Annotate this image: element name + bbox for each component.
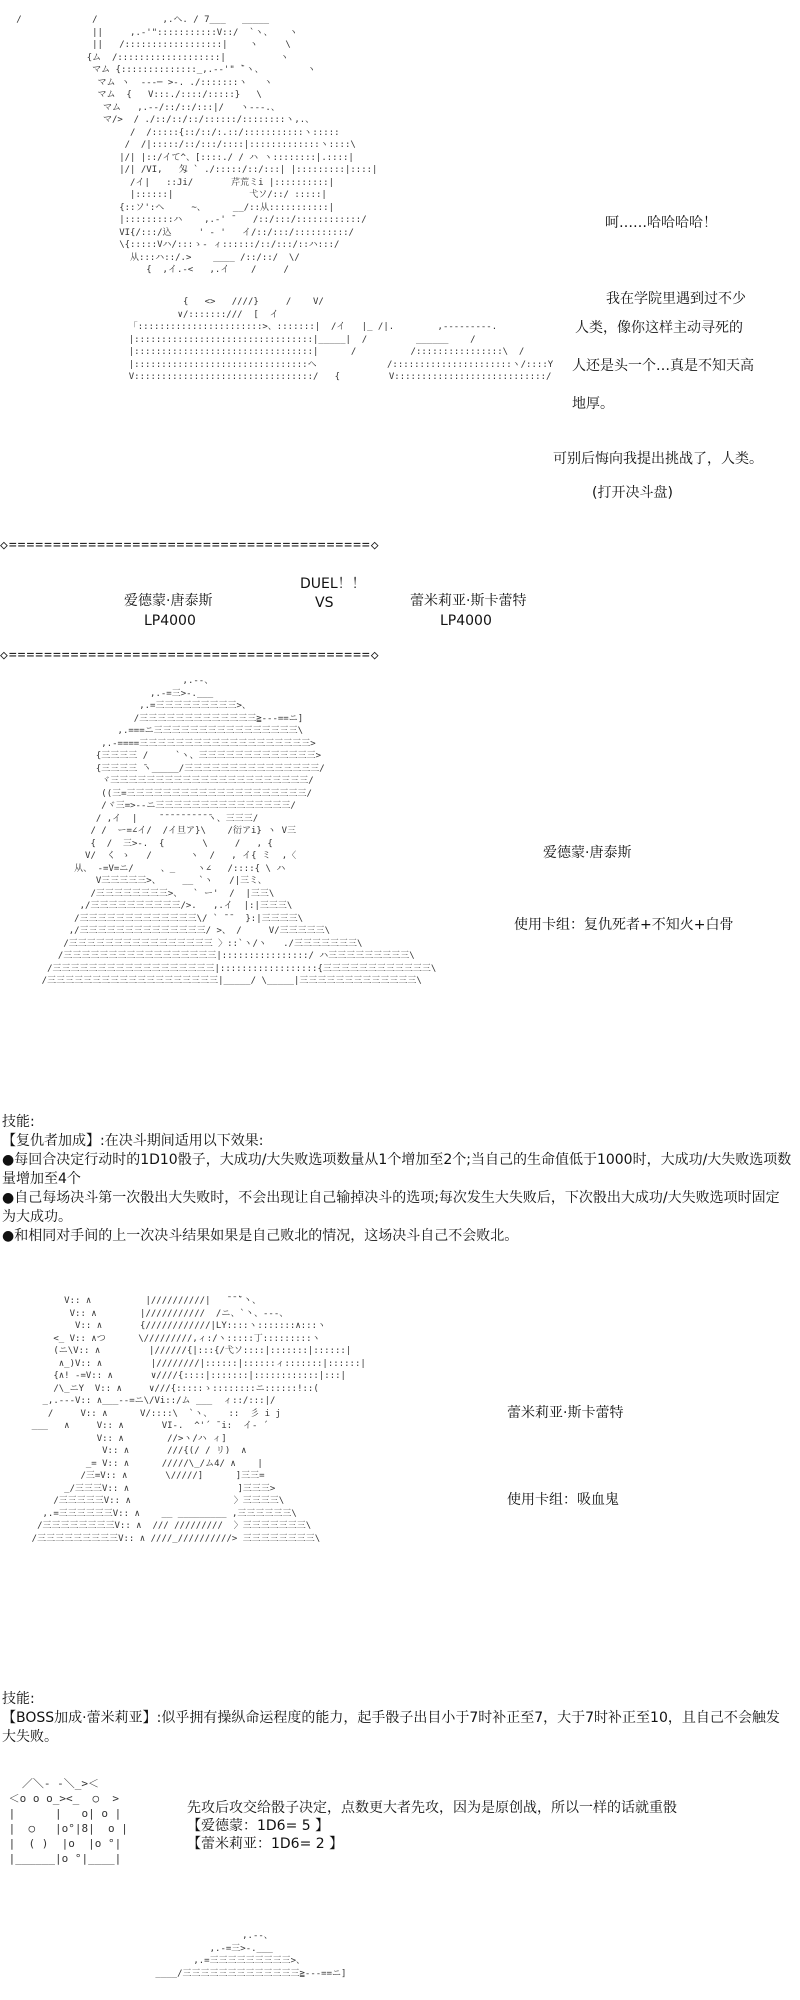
remilia-ascii-art-top-lower: { <> ////} / V/ ∨/:::::::/// [ イ 「:::::::::::::::::::::::>、:::::::| /イ |_ /|. ,---------. |:::::::::::::::::::::::::::::::::|_____| / ______ / |:::::::::::::::::::::::::::::::::| / /::::::::::::::::\ / |::::::::::::::::::::::::::::::::ヘ /::::::::::::::::::::::ヽ/::::Y V:::::::::::::::::::::::::::::::::/ { V::::::::::::::::::::::::::::/	[128, 297, 554, 382]
player1-lp: LP4000	[144, 613, 196, 629]
separator-bottom: ◇=========================================◇	[0, 648, 380, 663]
edmond-skill-header: 技能:	[2, 1114, 35, 1130]
remilia-skill-effect: 【BOSS加成·蕾米莉亚】:似乎拥有操纵命运程度的能力，起手骰子出目小于7时补正至7，大于7时补正至10，且自己不会触发大失败。	[2, 1710, 780, 1745]
vs-label: VS	[315, 595, 334, 611]
edmond-deck-label: 使用卡组：复仇死者+不知火+白骨	[514, 917, 734, 933]
remilia-name-label: 蕾米莉亚·斯卡蕾特	[507, 1405, 624, 1421]
duel-title: DUEL！！	[300, 576, 366, 592]
intro-open-duel-disk: (打开决斗盘)	[592, 485, 673, 501]
remilia-ascii-art-portrait: V:: ∧ |//////////| ̄ ̄ ̄`丶、 V:: ∧ |/////////// /ニ、`丶、-‐-、 V:: ∧ {////////////|LY::::ヽ:::::::∧:::ヽ <_ V:: ∧つ \/////////,ィ:/ヽ:::::丁:::::::::ヽ (ニ\V:: ∧ |//////{|:::{/弋ソ::::|:::::::|::::::| ∧_)V:: ∧ |////////|::::::|::::::ィ:::::::|::::::| {∧! ‐=V:: ∧ ∨////{::::|:::::::|::::::::::::|:::| /\_ニY V:: ∧ ∨///{:::::ゝ::::::::ニ::::::!::( _,.-‐‐V:: ∧___--=ニ\/Vi::/ム ___ ィ::/:::|/ / V:: ∧ V/::::\ `ヽ、 :: 彡 i j ___ ∧ V:: ∧ VI-. ^'´ ̄ i: イ- ´ V:: ∧ //>ヽ/ハ ィ] V:: ∧ ///{(/ / リ) ∧ _= V:: ∧ /////\_/ム4/ ∧ | /三=V:: ∧ \/////] ]三三= _/三三三V:: ∧ ]三三三> /三三三三三V:: ∧ 〉三三三三\ ,.=三三三三三三V:: ∧ __ _________ ,三三三三三三\ /三三三三三三三三V:: ∧ /// ///////// 〉三三三三三三三\ /三三三三三三三三三V:: ∧ ////_//////////> 三三三三三三三三\	[31, 1296, 366, 1544]
edmond-name-label: 爱德蒙·唐泰斯	[543, 845, 632, 861]
dice-roll-edmond: 【爱德蒙：1D6= 5 】	[187, 1818, 330, 1834]
player2-name: 蕾米莉亚·斯卡蕾特	[410, 593, 527, 609]
edmond-skill-effect-1: ●每回合决定行动时的1D10骰子，大成功/大失败选项数量从1个增加至2个;当自己的生命值低于1000时，大成功/大失败选项数量增加至4个	[2, 1152, 792, 1187]
separator-top: ◇=========================================◇	[0, 538, 380, 553]
remilia-skills-block	[2, 1690, 792, 1747]
intro-line-4: 地厚。	[572, 396, 614, 412]
edmond-skill-title: 【复仇者加成】:在决斗期间适用以下效果:	[2, 1133, 264, 1149]
player1-name: 爱德蒙·唐泰斯	[124, 593, 213, 609]
edmond-skills-block	[2, 1113, 792, 1246]
dice-explanation: 先攻后攻交给骰子决定，点数更大者先攻，因为是原创战，所以一样的话就重骰	[187, 1800, 677, 1816]
edmond-skill-effect-2: ●自己每场决斗第一次骰出大失败时，不会出现让自己输掉决斗的选项;每次发生大失败后，下次骰出大成功/大失败选项时固定为大成功。	[2, 1190, 780, 1225]
intro-line-5: 可别后悔向我提出挑战了，人类。	[553, 451, 763, 467]
dice-ascii-art: ／＼- -＼_>＜ ＜o o o_><_ ○ > | | o| o | | ○ |o°|8| o | | ( ) |o |o °| |______|o °|____|	[8, 1777, 128, 1865]
remilia-skill-header: 技能:	[2, 1691, 35, 1707]
intro-laugh: 呵……哈哈哈哈！	[605, 215, 717, 231]
intro-line-2: 人类，像你这样主动寻死的	[575, 320, 743, 336]
edmond-skill-effect-3: ●和相同对手间的上一次决斗结果如果是自己败北的情况，这场决斗自己不会败北。	[2, 1228, 519, 1244]
edmond-ascii-art-partial: ,.--、 ,.-=三>-.___ ,.=三三三三三三三三三>、 ____/三三三三三三三三三三三三三≧‐--==ニ]	[155, 1931, 347, 1979]
intro-line-1: 我在学院里遇到过不少	[606, 291, 746, 307]
edmond-ascii-art: ,.--、 ,.-=三>-.___ ,.=三三三三三三三三三>、 /三三三三三三三三三三三三三≧‐--==ニ] ,.===ニ三三三三三三三三三三三三三三三三\ ,.-====三三三三三三三三三三三三三三三三三三三> {三三三三 / `ヽ、三三三三三三三三三三三三三> {三三三三 ̄ヽ_____/三三三三三三三三三三三三三三三/ ヾ三三三三三三三三三三三三三三三三三三三三三三/ ((三=三三三三三三三三三三三三三三三三三三三三/ /ヾ三=>--ニ三三三三三三三三三三三三三三三/ / ,イ | ̄ ̄ ̄ ̄ ̄ ̄ ̄ ̄ ̄ ̄ヽ、三三三/ / / ー=∠イ/ /イ旦ア}\ /衍アi} ヽ V三 { / 三>-. { \ / , { V/ く ゝ / ヽ / , イ{ ミ ,〈 从、 -=V=ニ/ 、_ ヽ∠ /::::{ \ ハ V三三三三三>、 __ `ヽ /|三ミ、 /三三三三三三三三>、 ` ー' / |三三\ ,/三三三三三三三三三三/>. ,.イ |:|三三三\ /三三三三三三三三三三三三三\/ ` ̄ ̄ }:|三三三三\ ,/三三三三三三三三三三三三三三/ >、 / V/三三三三三\ /三三三三三三三三三三三三三三三三 〉::`ヽ/ヽ ./三三三三三三三\ /三三三三三三三三三三三三三三三三三|::::::::::::::::/ ハ三三三三三三三三三\ /三三三三三三三三三三三三三三三三三三|::::::::::::::::::{三三三三三三三三三三三三\ /三三三三三三三三三三三三三三三三三三三|_____/ \_____|三三三三三三三三三三三三三\	[41, 676, 437, 986]
player2-lp: LP4000	[440, 613, 492, 629]
remilia-deck-label: 使用卡组：吸血鬼	[507, 1492, 619, 1508]
dice-roll-remilia: 【蕾米莉亚：1D6= 2 】	[187, 1836, 344, 1852]
remilia-ascii-art-top: / / ,.ヘ. / 7___ _____ || ,.-'":::::::::::V::/ `ヽ、 ヽ || /::::::::::::::::::| ヽ \ {ム /:::::::::::::::::::| ヽ マム {::::::::::::::_,.-‐'" ̄`ヽ、 ヽ マム ヽ ---─ >-. ./:::::::ヽ ヽ マム { V:::./::::/:::::} \ マム ,.--/::/::/:::|/ ヽ--‐.、 マ/> / ./::/::/::/::::::/::::::::ヽ,.、 / /:::::{::/::/:.::/:::::::::::ヽ::::: / /|:::::/::/:::/::::|:::::::::::::ヽ::::\ |/| |::/イて^、[::::./ / ハ ヽ::::::::|.::::| |/| /VI, 匁 ` ./:::::/::/:::| |:::::::::|::::| /イ| ::Ji/ 芹荒ミi |::::::::::| |::::::| 弋ソ/::/ :::::| {::ソ':ヘ ~、 __/::从:::::::::::| |:::::::::ハ ,.-' ̄ /::/:::/::::::::::::/ VI{/:::/込 ' ‐ ' イ/::/:::/::::::::::/ \{:::::Vハ/:::ゝ- ィ::::::/::/:::/::ハ:::/ 从:::ハ::/.> ____ /::/::/ \/ { ,イ.-< ,.イ / /	[16, 15, 378, 275]
intro-line-3: 人还是头一个…真是不知天高	[572, 358, 754, 374]
